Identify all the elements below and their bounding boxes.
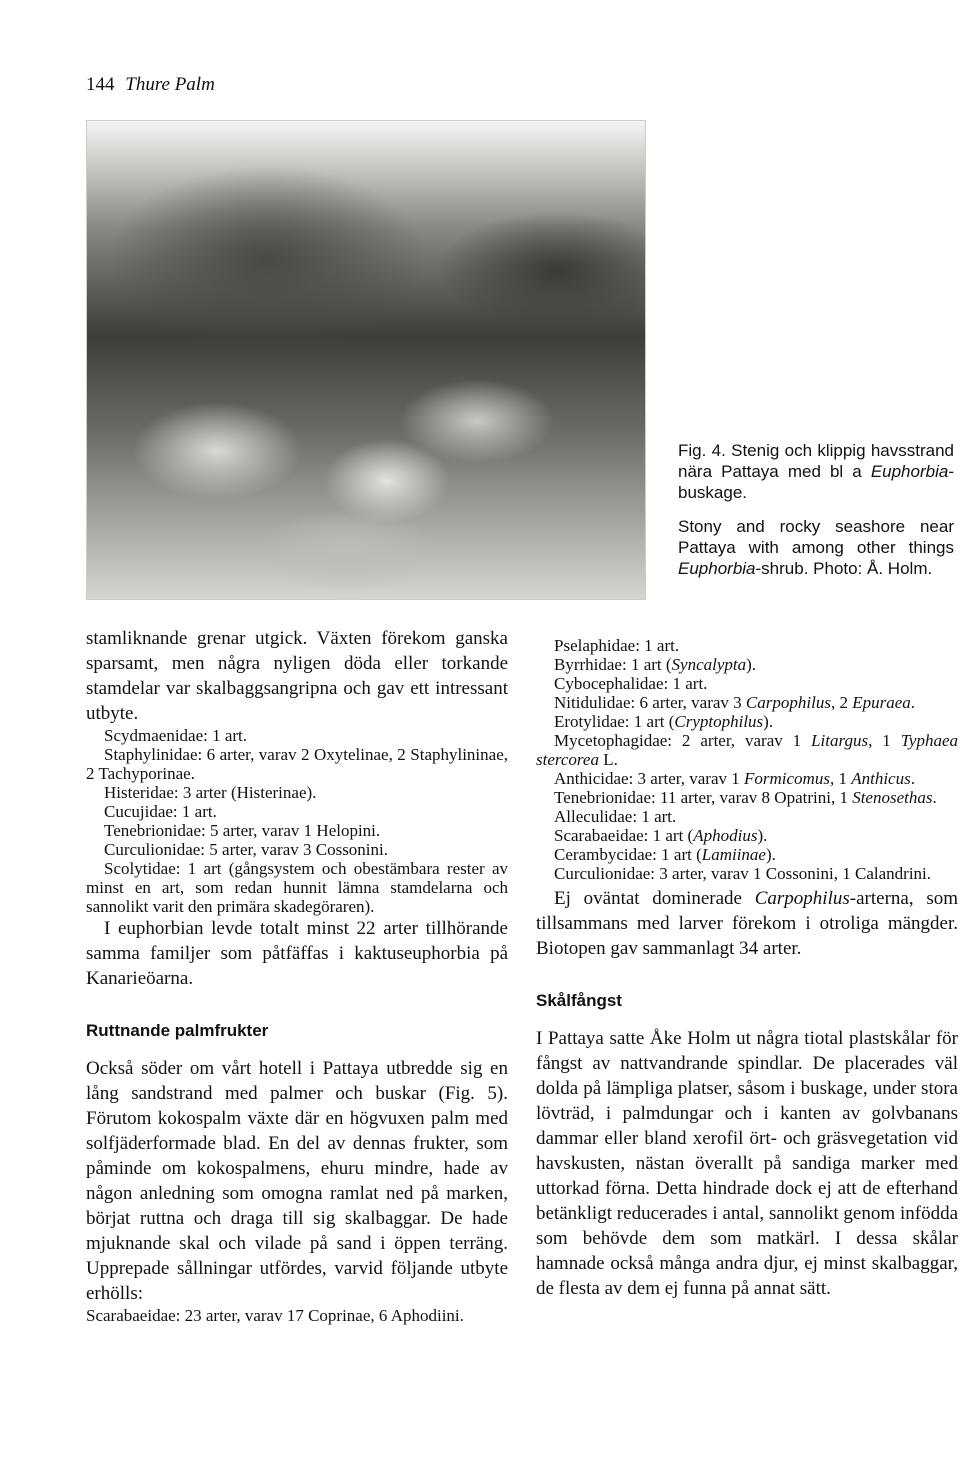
seashore-photo <box>86 120 646 600</box>
list-item: Histeridae: 3 arter (Histerinae). <box>104 783 317 802</box>
list-item: Byrrhidae: 1 art (Syncalypta). <box>554 655 757 674</box>
list-item: Alleculidae: 1 art. <box>554 807 677 826</box>
list-item: Pselaphidae: 1 art. <box>554 636 680 655</box>
intro-paragraph: stamliknande grenar utgick. Växten förekom ganska sparsamt, men några nyligen döda eller torkande stamdelar var skalbaggsangripna och gav ett intressant utbyte. <box>86 628 508 724</box>
list-item: Scolytidae: 1 art (gångsystem och obestämbara rester av minst en art, som redan hunnit lämna stamdelarna och sannolikt varit den primära skadegöraren). <box>86 859 508 916</box>
figure-caption-swedish: Fig. 4. Stenig och klippig havsstrand nära Pattaya med bl a Euphorbia-buskage. <box>678 441 954 502</box>
list-item: Scarabaeidae: 23 arter, varav 17 Coprinae, 6 Aphodiini. <box>86 1306 464 1325</box>
list-item: Curculionidae: 3 arter, varav 1 Cossonini, 1 Calandrini. <box>554 864 932 883</box>
list-item: Cucujidae: 1 art. <box>104 802 217 821</box>
right-column <box>536 636 958 1301</box>
list-item: Tenebrionidae: 5 arter, varav 1 Helopini. <box>104 821 381 840</box>
running-author: Thure Palm <box>125 74 215 95</box>
summary-paragraph: Ej oväntat dominerade Carpophilus-arterna, som tillsammans med larver förekom i otroliga mängder. Biotopen gav sammanlagt 34 arter. <box>536 888 958 959</box>
list-item: Scarabaeidae: 1 art (Aphodius). <box>554 826 768 845</box>
figure-caption-english: Stony and rocky seashore near Pattaya with among other things Euphorbia-shrub. Photo: Å. Holm. <box>678 517 954 578</box>
list-item: Tenebrionidae: 11 arter, varav 8 Opatrini, 1 Stenosethas. <box>554 788 937 807</box>
body-paragraph: Också söder om vårt hotell i Pattaya utbredde sig en lång sandstrand med palmer och buskar (Fig. 5). Förutom kokospalm växte där en högvuxen palm med solfjäderformade blad. En del av dennas frukter, som påminde om kokospalmens, ehuru mindre, hade av någon anledning som omogna ramlat ned på marken, börjat ruttna och draga till sig skalbaggar. De hade mjuknande skal och vilade på sand i öppen terräng. Upprepade sållningar utfördes, varvid följande utbyte erhölls: <box>86 1058 508 1304</box>
list-item: Mycetophagidae: 2 arter, varav 1 Litargus, 1 Typhaea stercorea L. <box>536 731 958 769</box>
list-item: Erotylidae: 1 art (Cryptophilus). <box>554 712 774 731</box>
list-item: Staphylinidae: 6 arter, varav 2 Oxytelinae, 2 Staphylininae, 2 Tachyporinae. <box>86 745 508 783</box>
list-item: Nitidulidae: 6 arter, varav 3 Carpophilus, 2 Epuraea. <box>554 693 915 712</box>
left-column <box>86 626 508 1325</box>
species-list-euphorbia <box>86 726 508 916</box>
section-heading: Ruttnande palmfrukter <box>86 1021 269 1040</box>
list-item: Curculionidae: 5 arter, varav 3 Cossonini. <box>104 840 389 859</box>
list-item: Cybocephalidae: 1 art. <box>554 674 708 693</box>
summary-paragraph: I euphorbian levde totalt minst 22 arter tillhörande samma familjer som påtfäffas i kaktuseuphorbia på Kanarieöarna. <box>86 918 508 989</box>
list-item: Cerambycidae: 1 art (Lamiinae). <box>554 845 776 864</box>
section-heading: Skålfångst <box>536 991 622 1010</box>
body-paragraph: I Pattaya satte Åke Holm ut några tiotal plastskålar för fångst av nattvandrande spindlar. De placerades väl dolda på lämpliga platser, såsom i buskage, under stora lövträd, i palmdungar och i kanten av golvbanans dammar eller bland xerofil ört- och gräsvegetation vid havskusten, nästan överallt på sandiga marker med uttorkad förna. Detta hindrade dock ej att de efterhand betänkligt reducerades i antal, sannolikt genom infödda som behövde dem som matkärl. I dessa skålar hamnade också många andra djur, ej minst skalbaggar, de flesta av dem ej funna på annat sätt. <box>536 1028 958 1299</box>
page-number: 144 <box>86 74 115 95</box>
list-item: Scydmaenidae: 1 art. <box>104 726 248 745</box>
list-item: Anthicidae: 3 arter, varav 1 Formicomus, 1 Anthicus. <box>554 769 915 788</box>
page-header <box>86 74 215 96</box>
